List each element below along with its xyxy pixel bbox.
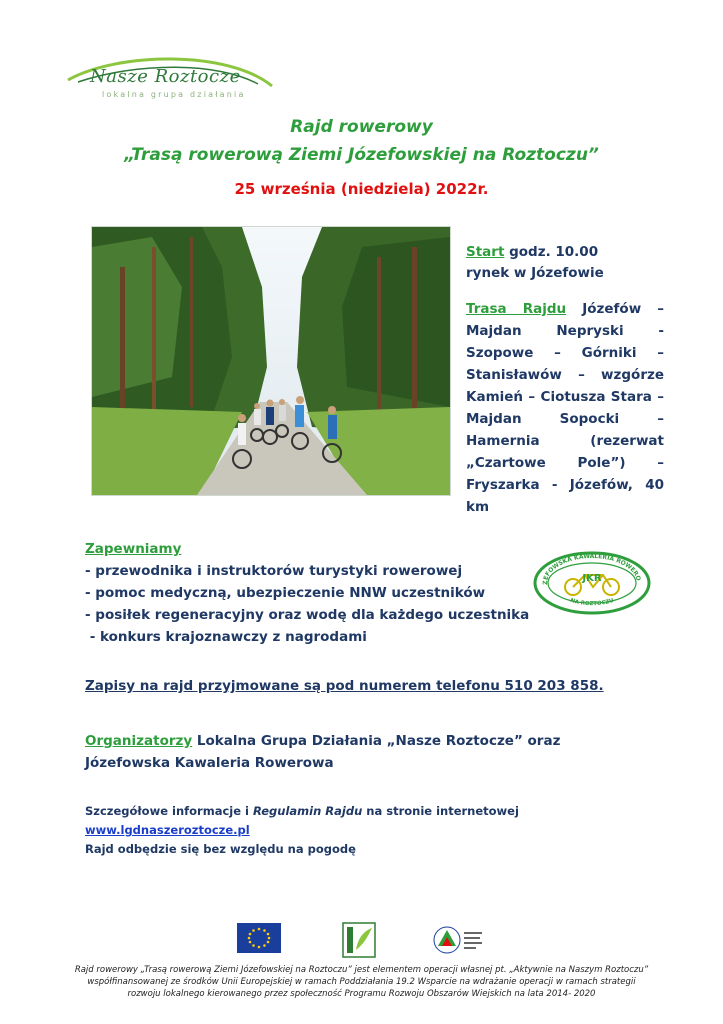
leader-logo-icon <box>342 922 376 958</box>
event-date: 25 września (niedziela) 2022r. <box>234 180 489 198</box>
organizers-text: Lokalna Grupa Działania „Nasze Roztocze” oraz Józefowska Kawaleria Rowerowa <box>85 733 561 771</box>
footer-logos <box>0 922 723 962</box>
jkr-top-text: ZEFOWSKA KAWALERIA ROWERO <box>541 552 642 585</box>
guarantee-item: - przewodnika i instruktorów turystyki rowerowej <box>85 563 463 579</box>
organizers-label: Organizatorzy <box>85 733 193 749</box>
footer-text: Rajd rowerowy „Trasą rowerową Ziemi Józefowskiej na Roztoczu” jest elementem operacji własnej pt. „Aktywnie na Naszym Roztoczu” współfinansowanej ze środków Unii Europejskiej w ramach Poddziałania 19.2 Wsparcie na wdrażanie operacji w ramach strategii rozwoju lokalnego kierowanego przez społeczność Programu Rozwoju Obszarów Wiejskich na lata 2014- 2020 <box>74 965 649 999</box>
event-title-line2: „Trasą rowerową Ziemi Józefowskiej na Roztoczu” <box>124 145 599 165</box>
route-info <box>466 298 664 518</box>
start-time: godz. 10.00 <box>509 244 599 260</box>
guarantee-item: - pomoc medyczną, ubezpieczenie NNW uczestników <box>85 585 486 601</box>
details-info <box>85 802 645 859</box>
eu-flag-icon <box>237 923 281 953</box>
details-line1-after: na stronie internetowej <box>362 804 519 818</box>
signup-info: Zapisy na rajd przyjmowane są pod numerem telefonu 510 203 858. <box>85 678 604 694</box>
route-label: Trasa Rajdu <box>466 301 567 317</box>
cyclists-photo <box>91 226 451 496</box>
guarantees-section <box>85 538 530 648</box>
website-link[interactable]: www.lgdnaszeroztocze.pl <box>85 823 250 837</box>
prow-logo-icon <box>433 922 485 958</box>
organizers-info <box>85 730 645 774</box>
route-text: Józefów – Majdan Nepryski - Szopowe – Górniki – Stanisławów – wzgórze Kamień – Ciotusza Stara – Majdan Sopocki – Hamernia (rezerwat „Czartowe Pole”) – Fryszarka - Józefów, 40 km <box>466 301 665 515</box>
guarantee-item: - posiłek regeneracyjny oraz wodę dla każdego uczestnika <box>85 607 530 623</box>
start-info <box>466 242 666 284</box>
cyclists-photo-illustration <box>92 227 450 495</box>
guarantee-item: - konkurs krajoznawczy z nagrodami <box>85 629 367 645</box>
guarantees-heading: Zapewniamy <box>85 541 182 557</box>
logo-subtitle: lokalna grupa działania <box>102 90 246 99</box>
jkr-bicycle-logo <box>533 551 651 615</box>
regulations-text: Regulamin Rajdu <box>252 804 363 818</box>
nasze-roztocze-logo <box>58 56 278 114</box>
details-line1-before: Szczegółowe informacje i <box>85 804 253 818</box>
start-place: rynek w Józefowie <box>466 265 604 281</box>
event-title-line1: Rajd rowerowy <box>290 117 433 137</box>
logo-name: Nasze Roztocze <box>90 66 241 87</box>
start-label: Start <box>466 244 505 260</box>
weather-note: Rajd odbędzie się bez względu na pogodę <box>85 842 356 856</box>
jkr-bottom-text: NA ROZTOCZU <box>569 597 615 608</box>
jkr-letters: JKR <box>582 573 602 584</box>
